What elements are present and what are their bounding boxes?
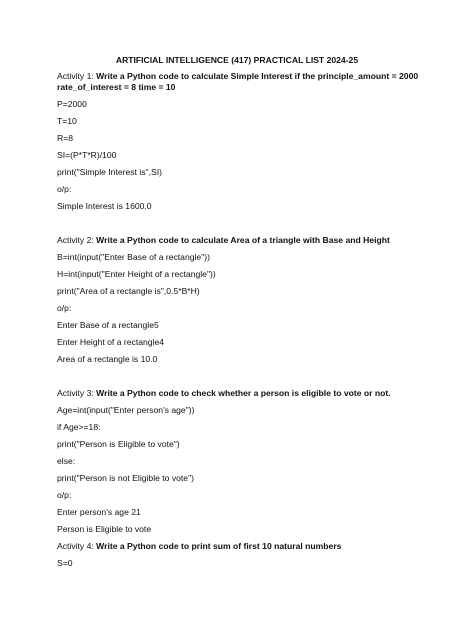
output-line: Area of a rectangle is 10.0	[57, 354, 158, 364]
output-line: Person is Eligible to vote	[57, 524, 152, 534]
output-label: o/p:	[57, 184, 72, 194]
activity-2-heading	[57, 235, 390, 245]
code-line: S=0	[57, 558, 73, 568]
code-line: H=int(input("Enter Height of a rectangle"))	[57, 269, 216, 279]
activity-2-prefix: Activity 2:	[57, 235, 97, 245]
code-line: print("Area of a rectangle is",0.5*B*H)	[57, 286, 200, 296]
activity-3-prefix: Activity 3:	[57, 388, 97, 398]
code-line: print("Simple Interest is",SI)	[57, 167, 162, 177]
code-line: else:	[57, 456, 76, 466]
activity-2-title: Write a Python code to calculate Area of a triangle with Base and Height	[96, 235, 390, 245]
code-line: if Age>=18:	[57, 422, 101, 432]
code-line: print("Person is not Eligible to vote")	[57, 473, 194, 483]
activity-1-heading	[57, 71, 418, 81]
activity-3-title: Write a Python code to check whether a person is eligible to vote or not.	[96, 388, 391, 398]
activity-4-heading	[57, 541, 341, 551]
output-line: Enter person's age 21	[57, 507, 141, 517]
output-line: Enter Height of a rectangle4	[57, 337, 165, 347]
output-line: Enter Base of a rectangle5	[57, 320, 159, 330]
activity-4-prefix: Activity 4:	[57, 541, 97, 551]
activity-1-title-line1: Write a Python code to calculate Simple Interest if the principle_amount = 2000	[96, 71, 419, 81]
output-line: Simple Interest is 1600.0	[57, 201, 152, 211]
code-line: SI=(P*T*R)/100	[57, 150, 117, 160]
page-title: ARTIFICIAL INTELLIGENCE (417) PRACTICAL LIST 2024-25	[115, 55, 359, 65]
code-line: B=int(input("Enter Base of a rectangle"))	[57, 252, 210, 262]
code-line: T=10	[57, 116, 77, 126]
output-label: o/p:	[57, 490, 72, 500]
activity-3-heading	[57, 388, 391, 398]
activity-4-title: Write a Python code to print sum of first 10 natural numbers	[96, 541, 342, 551]
code-line: P=2000	[57, 99, 87, 109]
activity-1-title-line2: rate_of_interest = 8 time = 10	[57, 82, 176, 92]
activity-1-prefix: Activity 1:	[57, 71, 97, 81]
output-label: o/p:	[57, 303, 72, 313]
code-line: print("Person is Eligible to vote")	[57, 439, 180, 449]
code-line: Age=int(input("Enter person's age"))	[57, 405, 195, 415]
code-line: R=8	[57, 133, 74, 143]
